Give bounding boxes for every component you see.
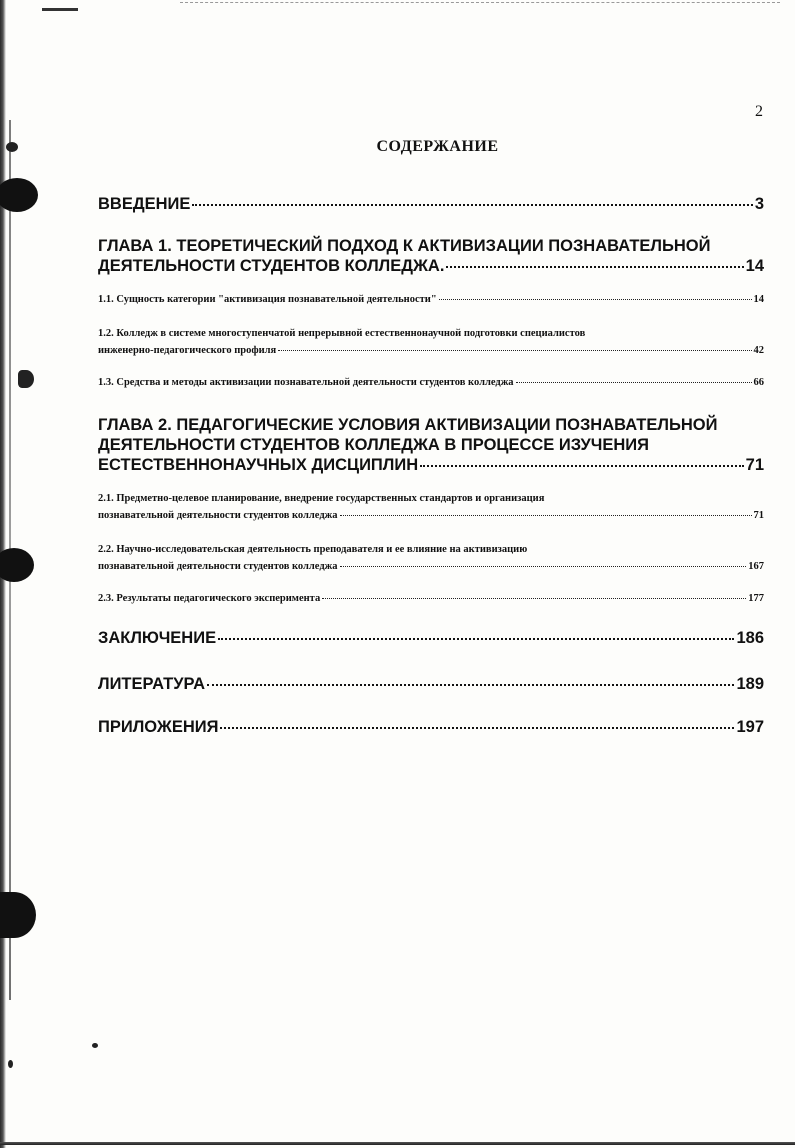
toc-entry-page: 3 [754, 195, 764, 213]
dot-leader [516, 382, 752, 383]
toc-entry-literature [98, 674, 764, 694]
toc-entry-text: ГЛАВА 2. ПЕДАГОГИЧЕСКИЕ УСЛОВИЯ АКТИВИЗАЦИИ ПОЗНАВАТЕЛЬНОЙ [98, 416, 718, 434]
punch-hole [0, 178, 38, 212]
scan-smudge [18, 370, 34, 388]
toc-entry-page: 42 [753, 345, 764, 356]
scan-smudge [8, 1060, 13, 1068]
scan-mark [42, 8, 78, 11]
page-number: 2 [755, 103, 763, 120]
toc-entry-text: ЕСТЕСТВЕННОНАУЧНЫХ ДИСЦИПЛИН [98, 456, 419, 474]
dot-leader [439, 299, 752, 300]
toc-entry-text: ПРИЛОЖЕНИЯ [98, 718, 219, 736]
toc-entry-page: 71 [753, 510, 764, 521]
toc-entry-page: 14 [745, 257, 764, 275]
toc-entry-section-2-2 [98, 541, 764, 575]
toc-entry-text: ЛИТЕРАТУРА [98, 675, 205, 693]
dot-leader [340, 515, 752, 516]
scan-bottom-edge [0, 1142, 795, 1145]
toc-entry-page: 14 [753, 294, 764, 305]
toc-entry-section-2-3 [98, 590, 764, 607]
toc-entry-chapter-1 [98, 236, 764, 276]
toc-entry-text: ГЛАВА 1. ТЕОРЕТИЧЕСКИЙ ПОДХОД К АКТИВИЗАЦИИ ПОЗНАВАТЕЛЬНОЙ [98, 237, 711, 255]
toc-entry-page: 177 [748, 593, 764, 604]
toc-entry-text: 2.3. Результаты педагогического эксперимента [98, 593, 321, 604]
punch-hole [0, 548, 34, 582]
toc-entry-section-2-1 [98, 490, 764, 524]
toc-entry-text: ЗАКЛЮЧЕНИЕ [98, 629, 217, 647]
toc-entry-text: 1.1. Сущность категории "активизация познавательной деятельности" [98, 294, 437, 305]
toc-entry-conclusion [98, 628, 764, 648]
dot-leader [340, 566, 747, 567]
dot-leader [322, 598, 746, 599]
toc-entry-page: 186 [736, 629, 764, 647]
punch-hole [0, 892, 36, 938]
toc-entry-page: 66 [753, 377, 764, 388]
dot-leader [446, 266, 743, 268]
toc-entry-text: 2.1. Предметно-целевое планирование, внедрение государственных стандартов и организация [98, 493, 545, 504]
toc-entry-text: познавательной деятельности студентов колледжа [98, 561, 338, 572]
toc-entry-text: 1.2. Колледж в системе многоступенчатой непрерывной естественнонаучной подготовки специалистов [98, 328, 586, 339]
toc-entry-text: 2.2. Научно-исследовательская деятельность преподавателя и ее влияние на активизацию [98, 544, 528, 555]
dot-leader [420, 465, 744, 467]
scan-mark [180, 2, 780, 3]
toc-entry-text: ДЕЯТЕЛЬНОСТИ СТУДЕНТОВ КОЛЛЕДЖА В ПРОЦЕССЕ ИЗУЧЕНИЯ [98, 436, 649, 454]
toc-entry-section-1-3 [98, 374, 764, 391]
scan-smudge [92, 1043, 98, 1048]
toc-entry-text: ДЕЯТЕЛЬНОСТИ СТУДЕНТОВ КОЛЛЕДЖА. [98, 257, 445, 275]
toc-entry-appendices [98, 717, 764, 737]
dot-leader [218, 638, 734, 640]
dot-leader [220, 727, 734, 729]
toc-title: СОДЕРЖАНИЕ [376, 138, 499, 155]
toc-entry-page: 167 [748, 561, 764, 572]
toc-entry-section-1-1 [98, 291, 764, 308]
toc-entry-section-1-2 [98, 325, 764, 359]
toc-entry-text: 1.3. Средства и методы активизации познавательной деятельности студентов колледжа [98, 377, 514, 388]
toc-entry-page: 71 [745, 456, 764, 474]
toc-entry-text: ВВЕДЕНИЕ [98, 195, 191, 213]
toc-entry-page: 197 [736, 718, 764, 736]
toc-entry-page: 189 [736, 675, 764, 693]
toc-entry-introduction [98, 194, 764, 214]
toc-entry-text: инженерно-педагогического профиля [98, 345, 277, 356]
dot-leader [207, 684, 734, 686]
toc-entry-chapter-2 [98, 415, 764, 475]
dot-leader [192, 204, 752, 206]
dot-leader [278, 350, 751, 351]
toc-entry-text: познавательной деятельности студентов колледжа [98, 510, 338, 521]
